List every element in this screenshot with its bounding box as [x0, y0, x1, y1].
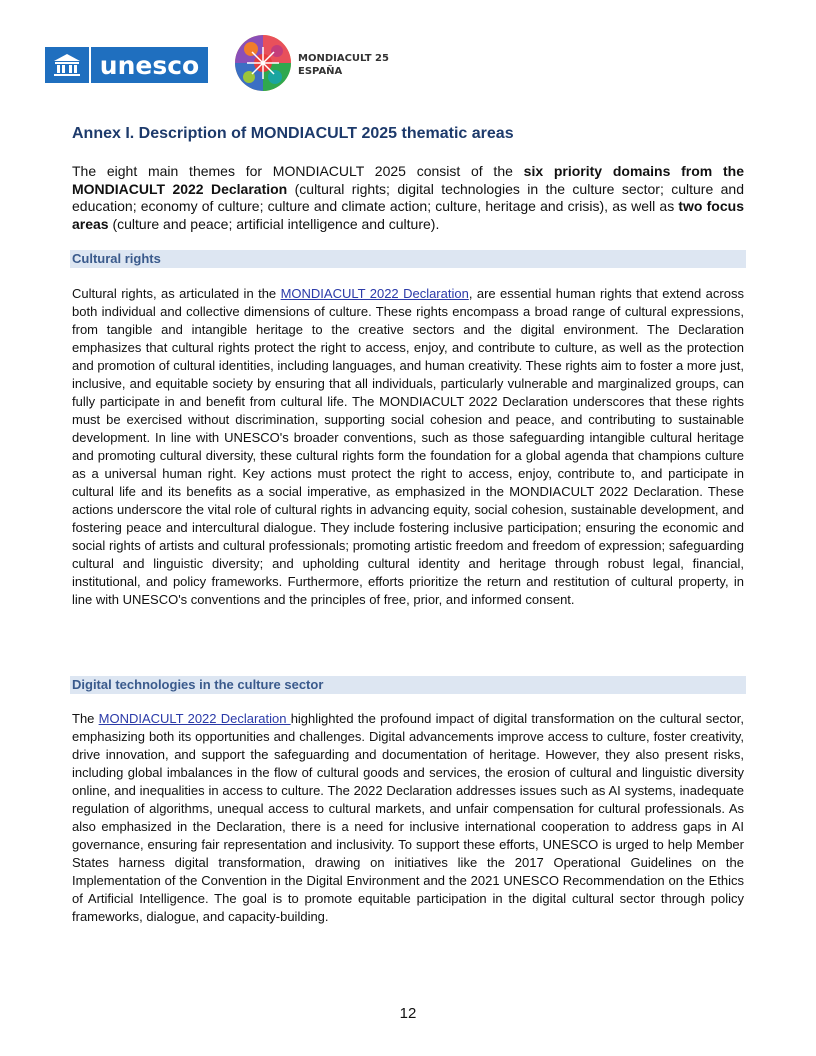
section-text-after-link: , are essential human rights that extend across both individual and collective dimensions of culture. These rights encompass a broad range of cultural expressions, from tangible and intangible heritage to the creative sectors and the digital environment. The Declaration emphasizes that cultural rights protect the right to access, enjoy, and contribute to culture, as well as the protection and promotion of cultural identities, including languages, and human creativity. These rights aim to foster a more just, inclusive, and equitable society by ensuring that all individuals, particularly vulnerable and marginalized groups, can fully participate in and benefit from cultural life. The MONDIACULT 2022 Declaration underscores that these rights must be exercised without discrimination, supporting social cohesion and peace, and contributing to sustainable development. In line with UNESCO's broader conventions, such as those safeguarding intangible cultural heritage and promoting cultural diversity, these cultural rights form the foundation for a global agenda that champions culture as a universal human right. Key actions must protect the right to access, enjoy, contribute to, and participate in cultural life and its benefits as a social imperative, as emphasized in the MONDIACULT 2022 Declaration. These actions underscore the vital role of cultural rights in advancing equity, social cohesion, sustainable development, and fostering peace and intercultural dialogue. They include fostering inclusive participation; ensuring the economic and social rights of artists and cultural professionals; promoting artistic freedom and freedom of expression; safeguarding cultural and linguistic diversity; and upholding cultural identity and heritage through robust legal, financial, institutional, and policy frameworks. Furthermore, efforts prioritize the return and restitution of cultural property, in line with UNESCO's conventions and the principles of free, prior, and informed consent. — [72, 286, 744, 607]
mondiacult-declaration-link[interactable]: MONDIACULT 2022 Declaration — [280, 286, 469, 301]
section-heading-digital-technologies: Digital technologies in the culture sector — [72, 677, 324, 692]
intro-paragraph — [72, 163, 744, 233]
section-text-before-link: Cultural rights, as articulated in the — [72, 286, 281, 301]
annex-title: Annex I. Description of MONDIACULT 2025 thematic areas — [72, 125, 514, 142]
intro-text-1: The eight main themes for MONDIACULT 2025 consist of the — [72, 163, 524, 179]
mondiacult-logo-line2: ESPAÑA — [298, 66, 343, 77]
section-heading-band-cultural-rights — [70, 250, 746, 268]
section-body-cultural-rights — [72, 285, 744, 609]
intro-bold-2: two focus areas — [72, 198, 744, 232]
section-heading-cultural-rights: Cultural rights — [72, 251, 161, 266]
section-body-digital-technologies — [72, 710, 744, 926]
intro-text-3: (culture and peace; artificial intelligence and culture). — [108, 215, 440, 232]
section-text-after-link: highlighted the profound impact of digital transformation on the cultural sector, emphasizing both its opportunities and challenges. Digital advancements improve access to culture, foster creativity, drive innovation, and support the safeguarding and documentation of heritage. However, they also present risks, including global imbalances in the flow of cultural goods and services, the erosion of cultural and linguistic diversity online, and inequalities in access to culture. The 2022 Declaration addresses issues such as AI systems, inadequate regulation of algorithms, unequal access to cultural markets, and unfair compensation for cultural professionals. As also emphasized in the Declaration, there is a need for inclusive international cooperation to address gaps in AI governance, ensuring fair representation and inclusivity. To support these efforts, UNESCO is urged to help Member States harness digital transformation, drawing on initiatives like the 2017 Operational Guidelines on the Implementation of the Convention in the Digital Environment and the 2021 UNESCO Recommendation on the Ethics of Artificial Intelligence. The goal is to promote equitable participation in the digital cultural sector through policy frameworks, dialogue, and capacity-building. — [72, 711, 745, 924]
page-number: 12 — [399, 1005, 417, 1022]
mondiacult-declaration-link[interactable]: MONDIACULT 2022 Declaration — [98, 711, 291, 726]
unesco-wordmark: unesco — [99, 50, 200, 80]
mondiacult-emblem-icon — [233, 33, 293, 93]
intro-bold-1: six priority domains from the MONDIACULT 2022 Declaration — [72, 163, 744, 197]
unesco-temple-icon — [45, 47, 89, 83]
mondiacult-logo-text — [298, 52, 389, 78]
page-header — [45, 33, 445, 93]
intro-text-2: (cultural rights; digital technologies in the culture sector; culture and education; economy of culture; culture and climate action; culture, heritage and crisis), as well as — [72, 180, 744, 214]
mondiacult-logo-line1: MONDIACULT 25 — [298, 53, 389, 64]
section-heading-band-digital-technologies — [70, 676, 746, 694]
section-text-before-link: The — [72, 711, 99, 726]
unesco-logo — [45, 47, 208, 83]
